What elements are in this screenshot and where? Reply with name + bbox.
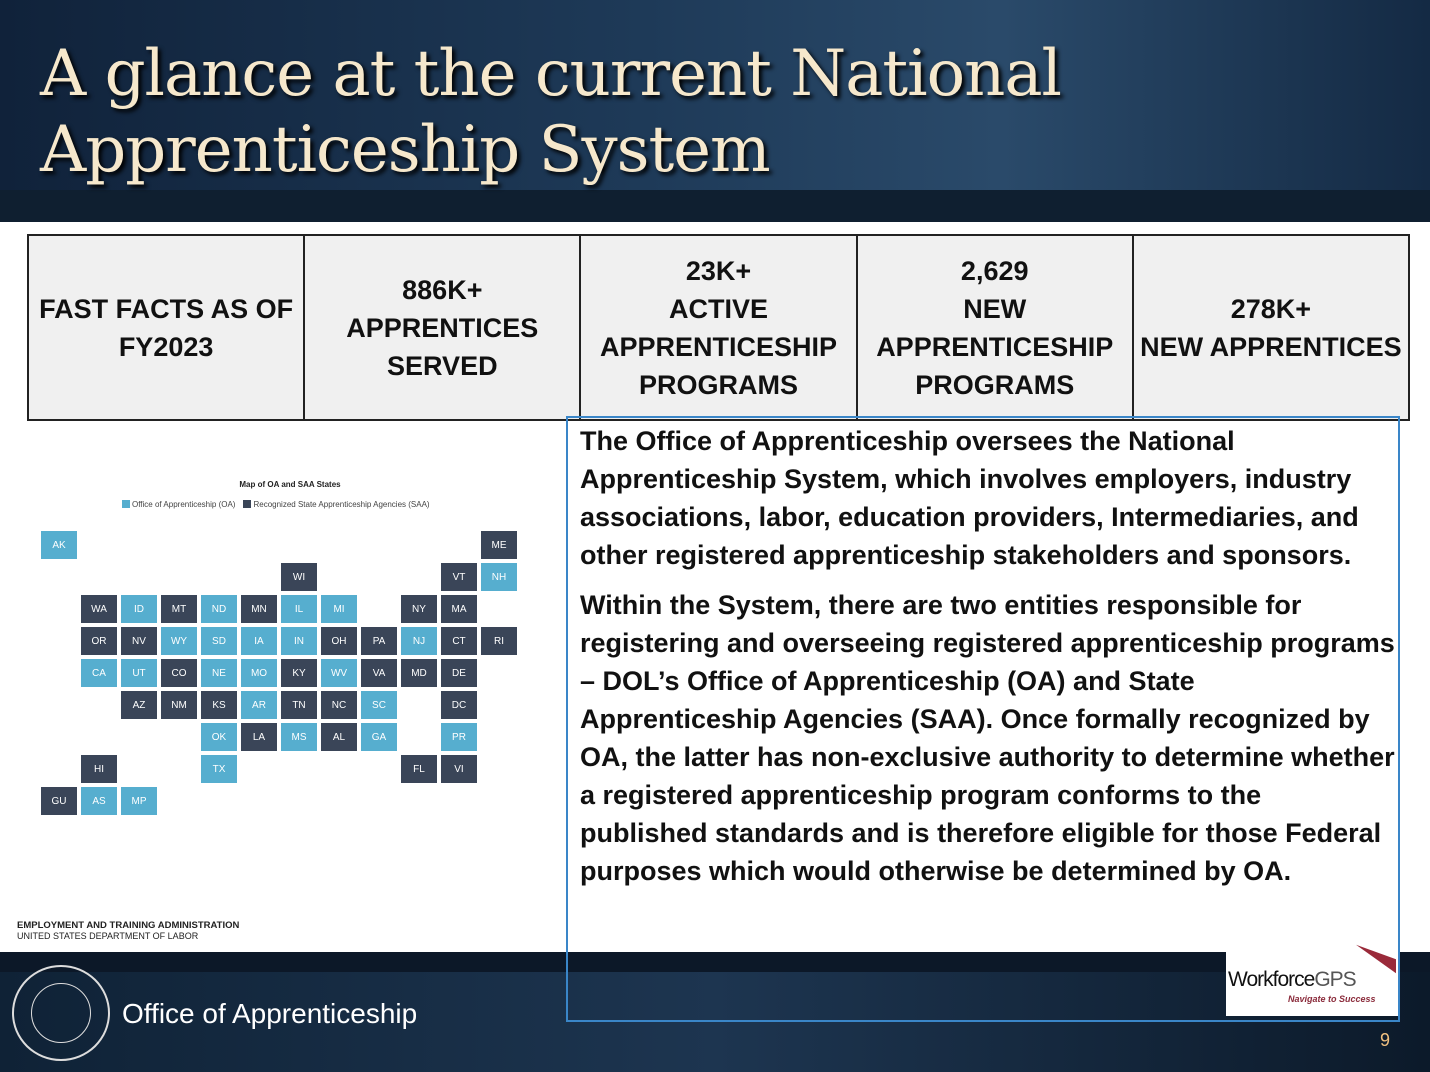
logo-gps: GPS (1314, 968, 1356, 991)
legend-saa (243, 500, 429, 509)
eta-label (17, 920, 239, 942)
state-fl: FL (400, 754, 438, 784)
state-nj: NJ (400, 626, 438, 656)
state-nh: NH (480, 562, 518, 592)
paragraph-2: Within the System, there are two entities responsible for registering and overseeing registered apprenticeship programs – DOL’s Office of Apprenticeship (OA) and State Apprenticeship Agencies (SAA). Once formally recognized by OA, the latter has non-exclusive authority to determine whether a registered apprenticeship program conforms to the published standards and is therefore eligible for those Federal purposes which would otherwise be determined by OA. (580, 590, 1395, 886)
facts-cell: 23K+ ACTIVE APPRENTICESHIP PROGRAMS (581, 236, 857, 419)
state-ak: AK (40, 530, 78, 560)
state-ne: NE (200, 658, 238, 688)
state-mn: MN (240, 594, 278, 624)
state-ut: UT (120, 658, 158, 688)
state-ia: IA (240, 626, 278, 656)
legend-oa-label: Office of Apprenticeship (OA) (132, 500, 236, 509)
state-sc: SC (360, 690, 398, 720)
state-md: MD (400, 658, 438, 688)
state-pa: PA (360, 626, 398, 656)
state-me: ME (480, 530, 518, 560)
footer-org-name: Office of Apprenticeship (122, 998, 418, 1029)
state-gu: GU (40, 786, 78, 816)
paragraph-1: The Office of Apprenticeship oversees the National Apprenticeship System, which involves employers, industry associations, labor, education providers, Intermediaries, and other registered apprenticeship stakeholders and sponsors. (580, 426, 1359, 570)
state-ok: OK (200, 722, 238, 752)
fast-facts-table (27, 234, 1410, 421)
page-number: 9 (1380, 1030, 1391, 1050)
logo-workforce: Workforce (1228, 968, 1315, 991)
state-tn: TN (280, 690, 318, 720)
map-title: Map of OA and SAA States (239, 480, 341, 489)
state-as: AS (80, 786, 118, 816)
state-co: CO (160, 658, 198, 688)
state-mp: MP (120, 786, 158, 816)
state-nm: NM (160, 690, 198, 720)
state-az: AZ (120, 690, 158, 720)
state-in: IN (280, 626, 318, 656)
state-ky: KY (280, 658, 318, 688)
state-ar: AR (240, 690, 278, 720)
state-ma: MA (440, 594, 478, 624)
state-nv: NV (120, 626, 158, 656)
state-mi: MI (320, 594, 358, 624)
state-wi: WI (280, 562, 318, 592)
workforcegps-logo (1226, 952, 1398, 1016)
state-ny: NY (400, 594, 438, 624)
state-al: AL (320, 722, 358, 752)
state-vt: VT (440, 562, 478, 592)
state-wv: WV (320, 658, 358, 688)
eta-line2: UNITED STATES DEPARTMENT OF LABOR (17, 931, 199, 941)
state-or: OR (80, 626, 118, 656)
state-ks: KS (200, 690, 238, 720)
eta-line1: EMPLOYMENT AND TRAINING ADMINISTRATION (17, 920, 240, 931)
legend-saa-label: Recognized State Apprenticeship Agencies (SAA) (253, 500, 430, 509)
state-hi: HI (80, 754, 118, 784)
gps-arrow-icon (1356, 945, 1396, 974)
map-legend (122, 500, 430, 509)
slide-title: A glance at the current National Apprenticeship System (40, 37, 1061, 187)
state-ri: RI (480, 626, 518, 656)
legend-oa (122, 500, 235, 509)
facts-cell: FAST FACTS AS OF FY2023 (29, 236, 305, 419)
state-ga: GA (360, 722, 398, 752)
state-sd: SD (200, 626, 238, 656)
facts-cell: 278K+ NEW APPRENTICES (1140, 293, 1402, 362)
state-oh: OH (320, 626, 358, 656)
state-va: VA (360, 658, 398, 688)
dol-seal-icon (12, 965, 110, 1061)
state-ct: CT (440, 626, 478, 656)
state-mo: MO (240, 658, 278, 688)
state-pr: PR (440, 722, 478, 752)
logo-tagline: Navigate to Success (1288, 994, 1376, 1004)
state-vi: VI (440, 754, 478, 784)
state-ca: CA (80, 658, 118, 688)
state-la: LA (240, 722, 278, 752)
state-dc: DC (440, 690, 478, 720)
state-nd: ND (200, 594, 238, 624)
state-mt: MT (160, 594, 198, 624)
facts-cell: 2,629 NEW APPRENTICESHIP PROGRAMS (858, 236, 1134, 419)
state-wa: WA (80, 594, 118, 624)
description-text (580, 422, 1395, 902)
state-id: ID (120, 594, 158, 624)
state-de: DE (440, 658, 478, 688)
state-il: IL (280, 594, 318, 624)
oa-saa-map (0, 430, 560, 910)
state-tx: TX (200, 754, 238, 784)
facts-cell: 886K+ APPRENTICES SERVED (305, 236, 581, 419)
state-ms: MS (280, 722, 318, 752)
state-nc: NC (320, 690, 358, 720)
state-wy: WY (160, 626, 198, 656)
